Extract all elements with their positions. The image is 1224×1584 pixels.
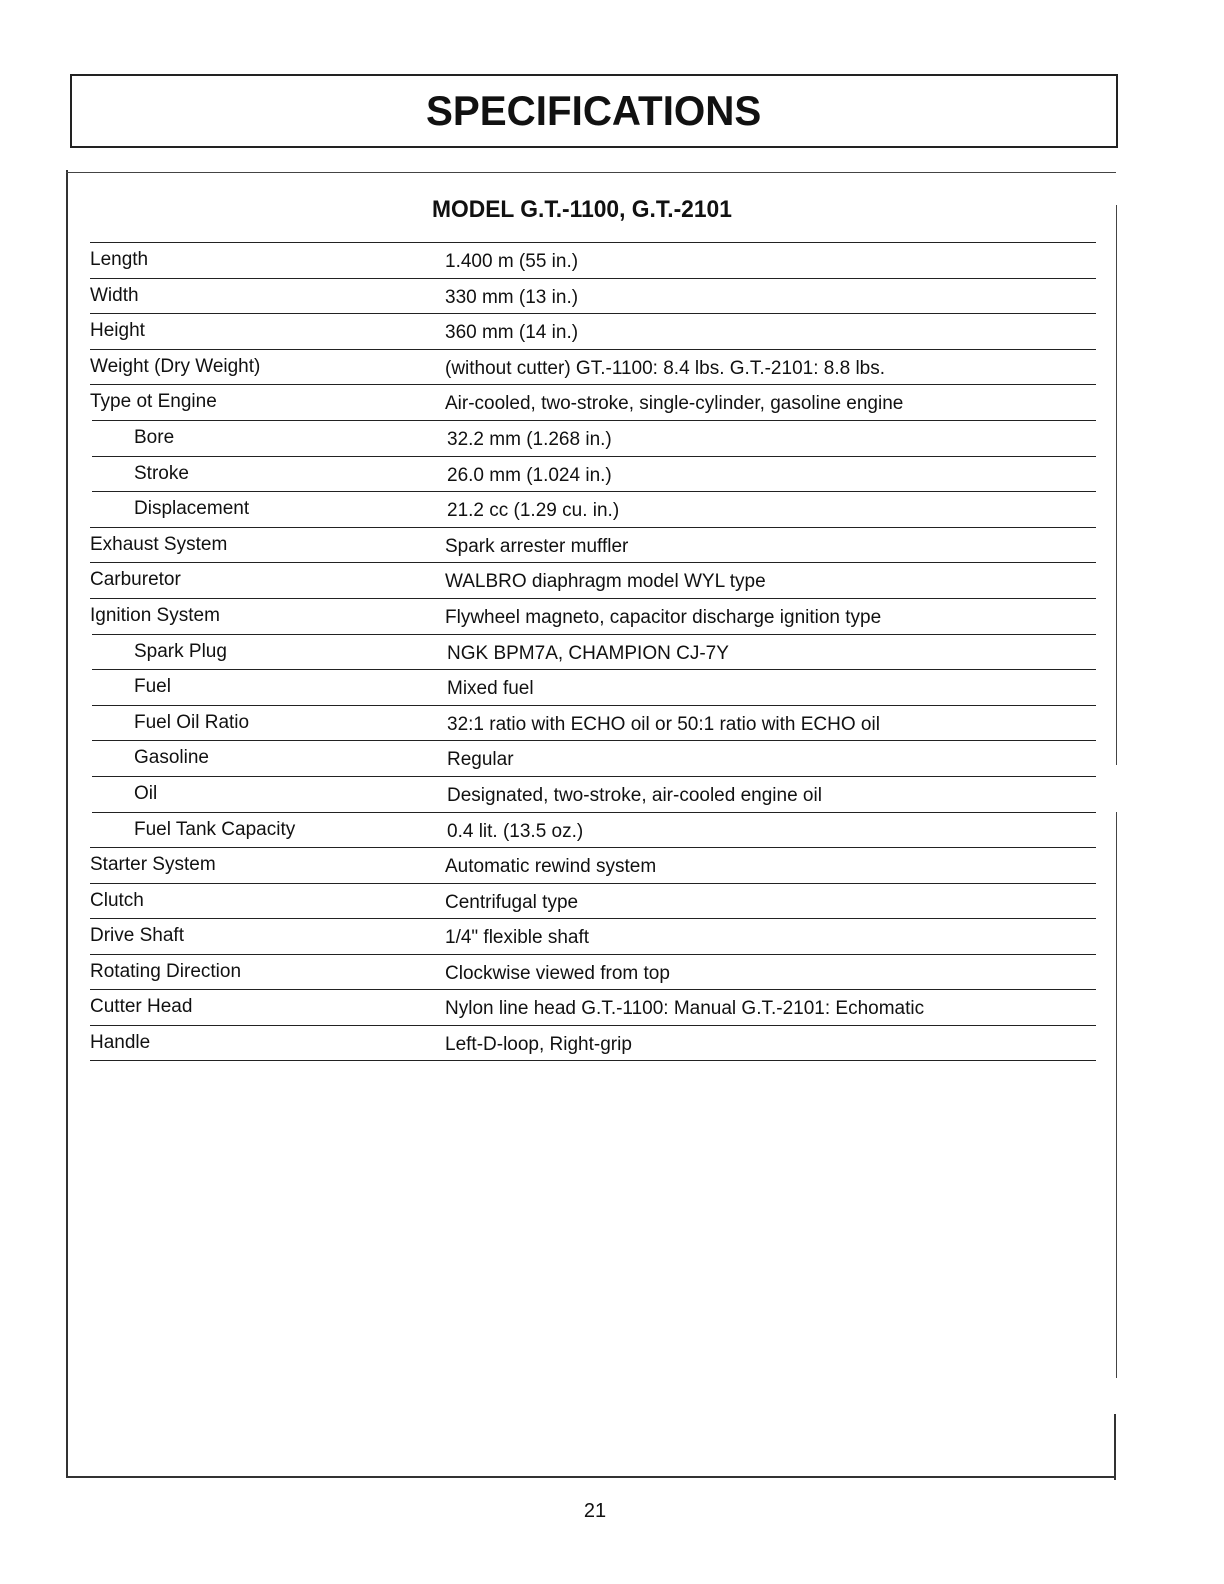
spec-row-oil [92,776,1096,812]
spec-value: Nylon line head G.T.-1100: Manual G.T.-2101: Echomatic [445,998,925,1020]
spec-row-carburetor [90,562,1096,598]
frame-right-rule [1116,205,1117,765]
spec-value: NGK BPM7A, CHAMPION CJ-7Y [447,642,729,664]
spec-table [90,242,1096,1061]
spec-value: Clockwise viewed from top [445,962,670,984]
spec-row-height [90,313,1096,349]
spec-row-clutch [90,883,1096,919]
spec-value: WALBRO diaphragm model WYL type [445,571,766,593]
spec-label: Fuel [134,676,171,698]
spec-row-bore [92,420,1096,456]
spec-row-stroke [92,456,1096,492]
spec-row-fuel-tank [92,812,1096,848]
spec-label: Carburetor [90,569,181,591]
spec-row-engine-type [90,384,1096,420]
spec-value: 32.2 mm (1.268 in.) [447,428,612,450]
spec-row-fuel [92,669,1096,705]
spec-value: Spark arrester muffler [445,535,629,557]
page-number: 21 [583,1500,607,1522]
spec-label: Height [90,320,145,342]
spec-label: Exhaust System [90,533,228,555]
spec-value: Designated, two-stroke, air-cooled engine oil [447,784,822,806]
spec-row-displacement [92,491,1096,527]
spec-row-drive-shaft [90,918,1096,954]
spec-label: Stroke [134,462,189,484]
spec-value: Flywheel magneto, capacitor discharge ignition type [445,606,882,628]
spec-row-width [90,278,1096,314]
spec-row-gasoline [92,740,1096,776]
spec-label: Fuel Tank Capacity [134,818,296,840]
frame-right-rule [1114,1414,1116,1480]
spec-label: Bore [134,426,175,448]
spec-value: Regular [447,749,514,771]
spec-value: (without cutter) GT.-1100: 8.4 lbs. G.T.-2101: 8.8 lbs. [445,357,886,379]
spec-value: Automatic rewind system [445,856,657,878]
spec-row-starter [90,847,1096,883]
spec-value: Centrifugal type [445,891,579,913]
spec-value: 1.400 m (55 in.) [445,251,579,272]
spec-row-fuel-oil-ratio [92,705,1096,741]
spec-value: Air-cooled, two-stroke, single-cylinder, gasoline engine [445,393,904,415]
spec-label: Cutter Head [90,996,193,1018]
page-title: SPECIFICATIONS [426,87,762,134]
spec-row-spark-plug [92,634,1096,670]
spec-label: Spark Plug [134,640,227,662]
frame-right-rule [1116,812,1117,1378]
spec-row-weight [90,349,1096,385]
spec-value: 330 mm (13 in.) [445,286,579,308]
frame-top-rule [66,172,1116,173]
spec-label: Width [90,284,139,306]
spec-label: Gasoline [134,747,209,769]
spec-label: Length [90,249,149,270]
spec-row-exhaust [90,527,1096,563]
spec-value: 32:1 ratio with ECHO oil or 50:1 ratio with ECHO oil [447,713,880,735]
spec-label: Type ot Engine [90,391,217,413]
spec-label: Fuel Oil Ratio [134,711,250,733]
spec-label: Handle [90,1032,151,1054]
spec-label: Ignition System [90,604,220,626]
spec-label: Starter System [90,854,216,876]
spec-value: 360 mm (14 in.) [445,322,579,344]
spec-row-handle [90,1025,1096,1061]
spec-label: Weight (Dry Weight) [90,355,261,377]
spec-label: Displacement [134,498,250,520]
spec-label: Drive Shaft [90,925,184,947]
spec-label: Clutch [90,889,144,911]
spec-label: Rotating Direction [90,960,242,982]
spec-value: Mixed fuel [447,678,534,700]
spec-value: Left-D-loop, Right-grip [445,1034,632,1056]
spec-value: 26.0 mm (1.024 in.) [447,464,612,486]
spec-label: Oil [134,782,158,804]
model-heading: MODEL G.T.-1100, G.T.-2101 [432,196,732,223]
spec-value: 0.4 lit. (13.5 oz.) [447,820,584,842]
spec-value: 1/4" flexible shaft [445,927,590,949]
spec-row-cutter-head [90,989,1096,1025]
title-box [70,74,1118,148]
spec-value: 21.2 cc (1.29 cu. in.) [447,500,620,522]
spec-row-length [90,242,1096,278]
spec-row-ignition [90,598,1096,634]
spec-row-rotating-direction [90,954,1096,990]
